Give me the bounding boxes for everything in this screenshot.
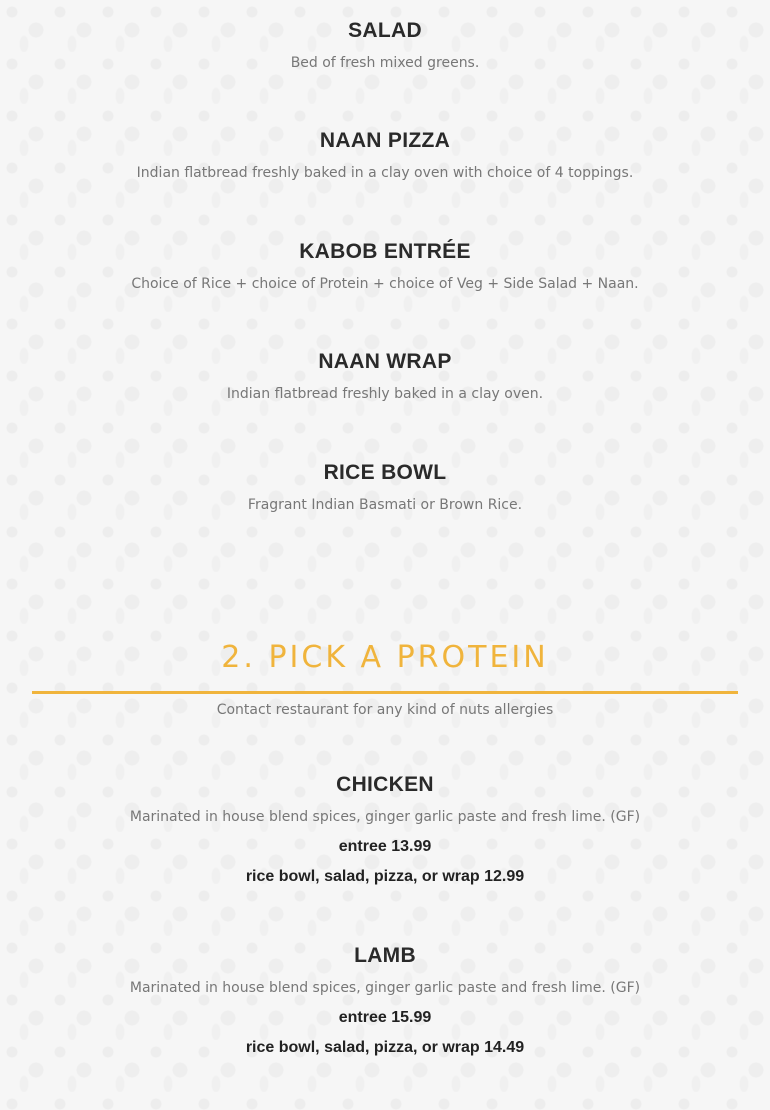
item-description: Indian flatbread freshly baked in a clay oven with choice of 4 toppings. [136,165,634,181]
item-title: NAAN WRAP [318,350,452,373]
menu-item-naan-pizza [0,128,770,183]
menu-item-chicken [0,772,770,888]
item-description: Marinated in house blend spices, ginger garlic paste and fresh lime. (GF) [129,809,641,825]
menu-item-lamb [0,943,770,1059]
section-divider [32,691,738,694]
item-title: KABOB ENTRÉE [299,240,471,263]
price-entree: entree 15.99 [338,1009,432,1026]
item-description: Indian flatbread freshly baked in a clay oven. [226,386,544,402]
item-title: RICE BOWL [323,461,447,484]
allergy-note: Contact restaurant for any kind of nuts allergies [216,702,554,718]
menu-item-salad [0,18,770,73]
item-description: Choice of Rice + choice of Protein + choice of Veg + Side Salad + Naan. [131,276,639,292]
item-description: Fragrant Indian Basmati or Brown Rice. [247,497,523,513]
item-description: Bed of fresh mixed greens. [290,55,480,71]
item-title: SALAD [348,19,422,42]
item-title: LAMB [354,944,416,967]
price-other: rice bowl, salad, pizza, or wrap 12.99 [245,868,525,885]
item-title: NAAN PIZZA [319,129,451,152]
menu-item-rice-bowl [0,460,770,515]
menu-item-kabob-entree [0,239,770,294]
price-entree: entree 13.99 [338,838,432,855]
menu-item-naan-wrap [0,349,770,404]
section-title: 2. PICK A PROTEIN [221,640,549,675]
price-other: rice bowl, salad, pizza, or wrap 14.49 [245,1039,525,1056]
item-description: Marinated in house blend spices, ginger garlic paste and fresh lime. (GF) [129,980,641,996]
item-title: CHICKEN [336,773,434,796]
